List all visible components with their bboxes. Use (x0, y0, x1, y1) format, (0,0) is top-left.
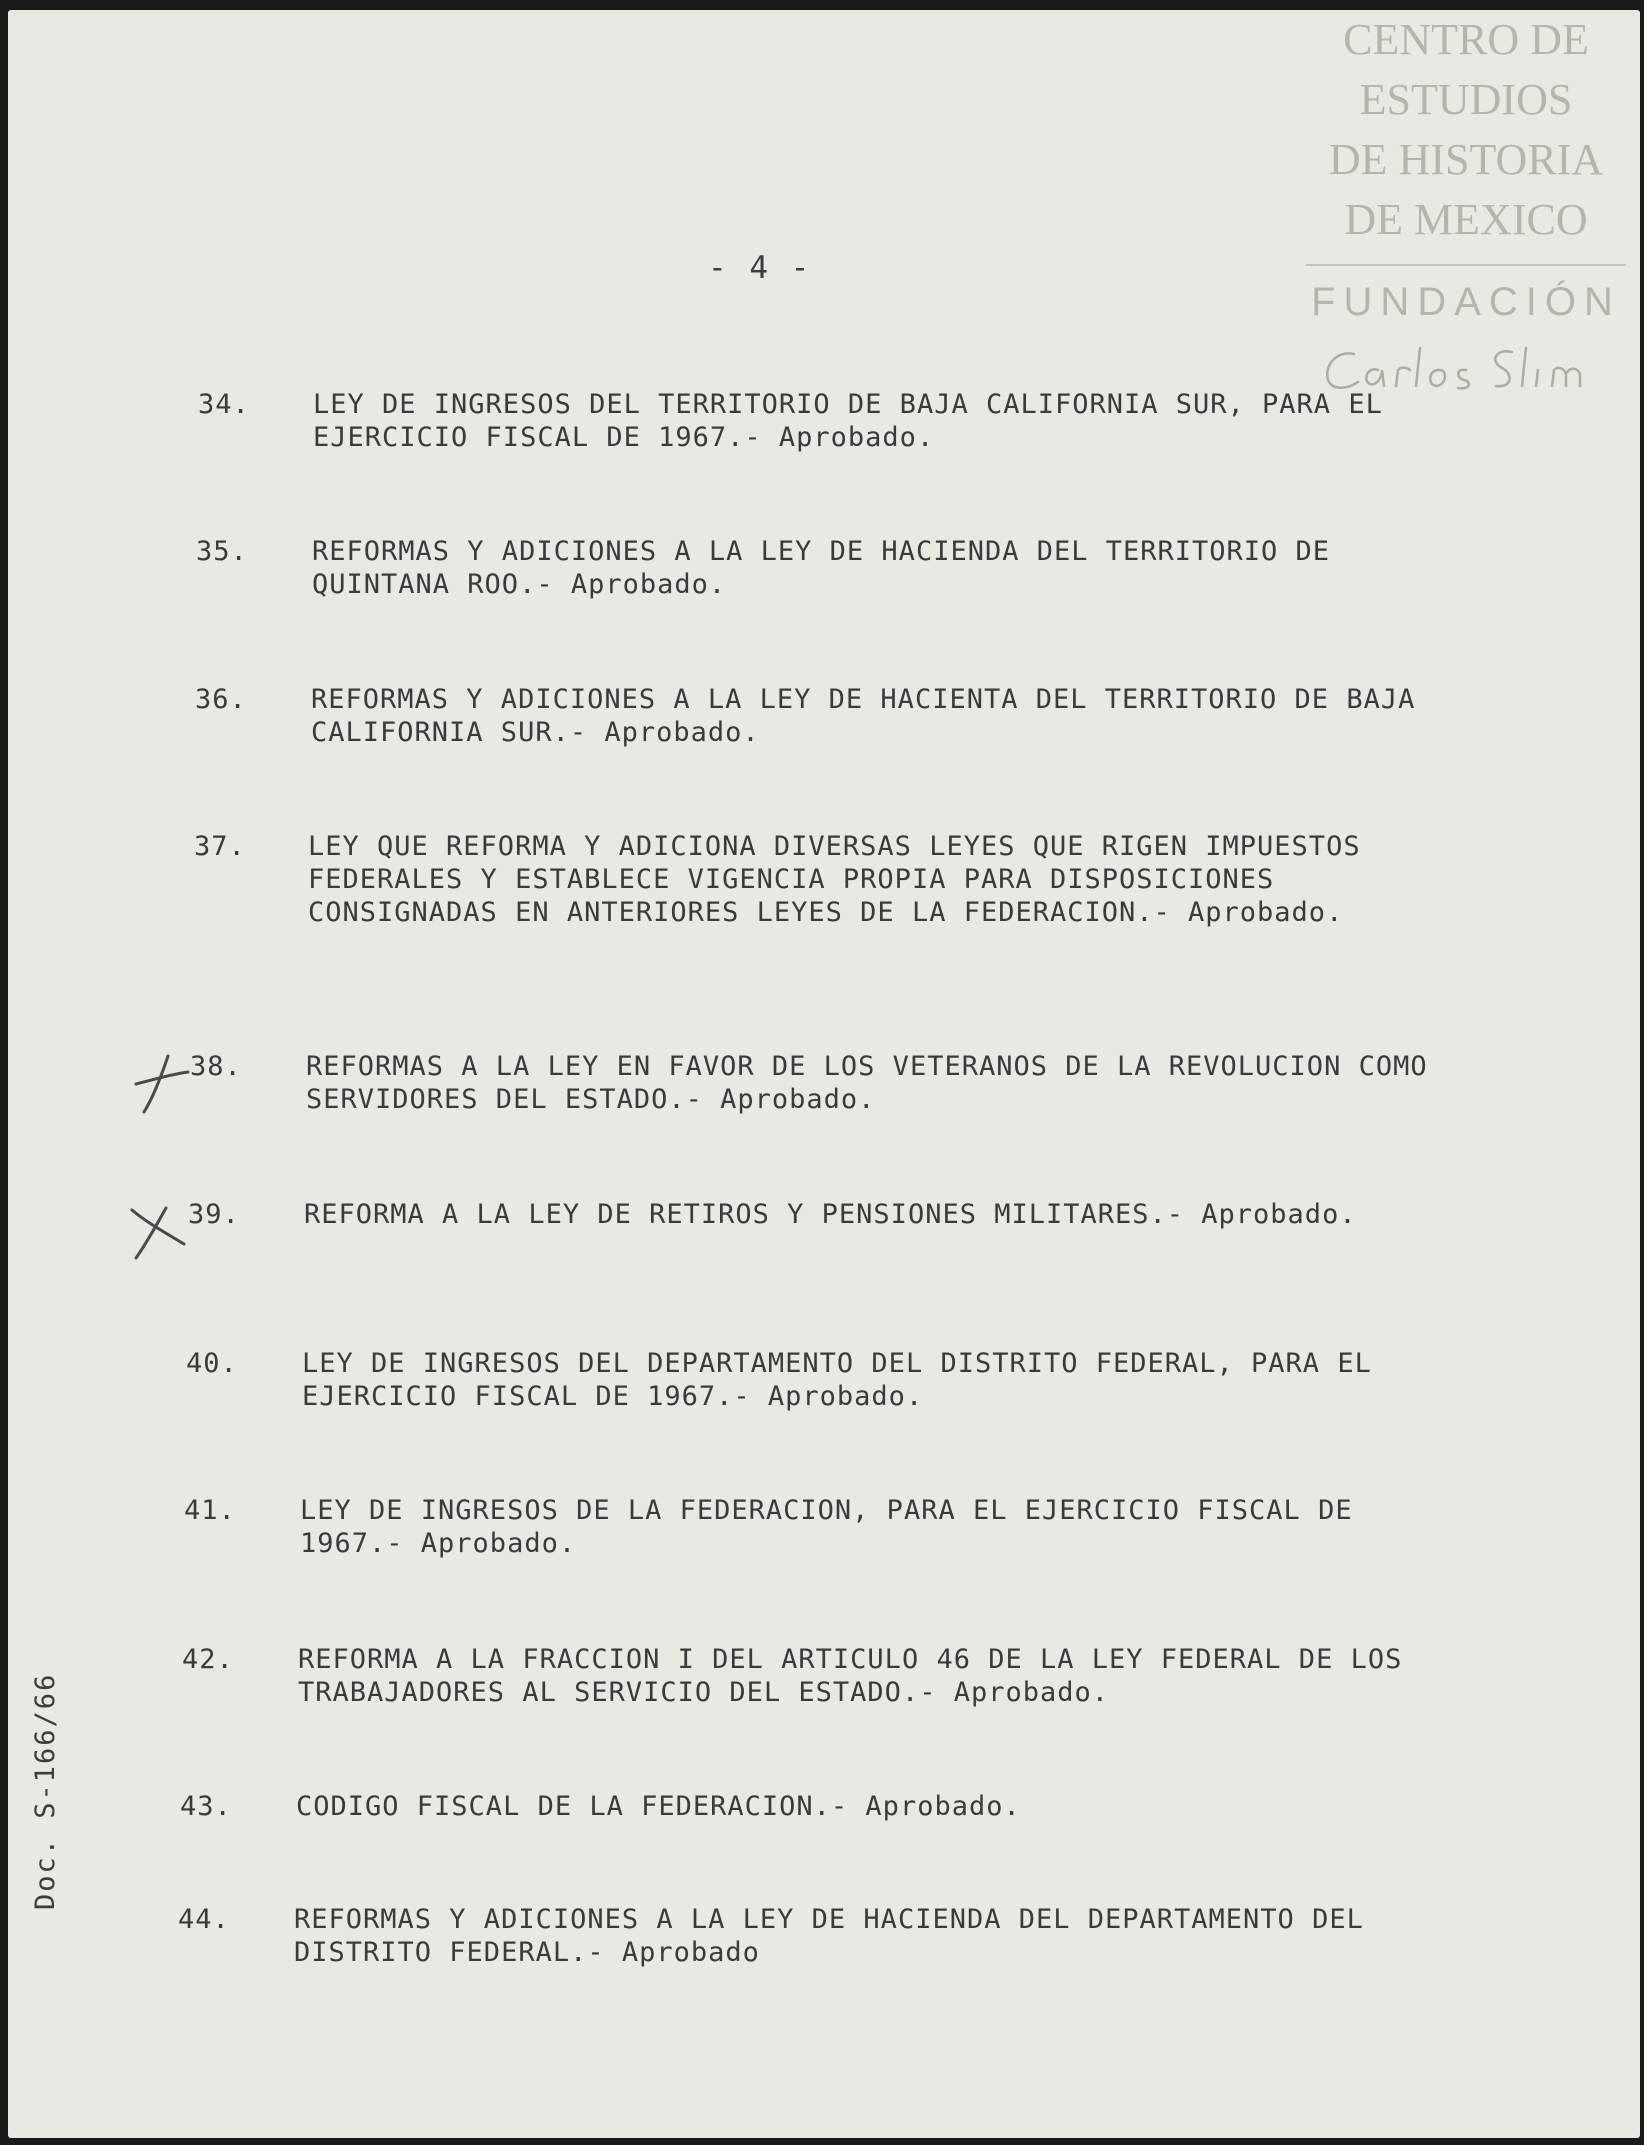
item-text: REFORMAS A LA LEY EN FAVOR DE LOS VETERANOS DE LA REVOLUCION COMO SERVIDORES DEL ESTADO.- Aprobado. (306, 1051, 1428, 1115)
item-number: 41. (184, 1495, 236, 1526)
item-number: 37. (194, 831, 246, 862)
stamp-line-1: CENTRO DE (1343, 15, 1589, 64)
item-number: 36. (195, 684, 247, 715)
stamp-line-4: DE MEXICO (1344, 195, 1588, 244)
document-reference: Doc. S-166/66 (30, 1672, 61, 1910)
archive-stamp (1306, 10, 1626, 400)
stamp-divider (1306, 264, 1626, 266)
item-text: LEY DE INGRESOS DE LA FEDERACION, PARA EL EJERCICIO FISCAL DE 1967.- Aprobado. (300, 1495, 1353, 1559)
item-text: LEY DE INGRESOS DEL DEPARTAMENTO DEL DISTRITO FEDERAL, PARA EL EJERCICIO FISCAL DE 1967.- Aprobado. (302, 1348, 1372, 1412)
document-page (8, 10, 1640, 2138)
item-text: REFORMA A LA LEY DE RETIROS Y PENSIONES MILITARES.- Aprobado. (304, 1199, 1357, 1230)
item-number: 34. (198, 389, 250, 420)
item-number: 40. (186, 1348, 238, 1379)
item-number: 38. (190, 1051, 242, 1082)
item-number: 44. (178, 1904, 230, 1935)
item-text: LEY DE INGRESOS DEL TERRITORIO DE BAJA CALIFORNIA SUR, PARA EL EJERCICIO FISCAL DE 1967.- Aprobado. (313, 389, 1383, 453)
item-number: 42. (182, 1644, 234, 1675)
item-number: 35. (196, 536, 248, 567)
item-text: CODIGO FISCAL DE LA FEDERACION.- Aprobado. (296, 1791, 1021, 1822)
item-text: REFORMAS Y ADICIONES A LA LEY DE HACIENDA DEL DEPARTAMENTO DEL DISTRITO FEDERAL.- Aprobado (294, 1904, 1364, 1968)
item-text: LEY QUE REFORMA Y ADICIONA DIVERSAS LEYES QUE RIGEN IMPUESTOS FEDERALES Y ESTABLECE VIGENCIA PROPIA PARA DISPOSICIONES CONSIGNADAS EN ANTERIORES LEYES DE LA FEDERACION.- Aprobado. (308, 831, 1361, 928)
item-text: REFORMAS Y ADICIONES A LA LEY DE HACIENDA DEL TERRITORIO DE QUINTANA ROO.- Aprobado. (312, 536, 1331, 600)
item-text: REFORMA A LA FRACCION I DEL ARTICULO 46 DE LA LEY FEDERAL DE LOS TRABAJADORES AL SERVICIO DEL ESTADO.- Aprobado. (298, 1644, 1403, 1708)
item-number: 43. (180, 1791, 232, 1822)
x-mark-icon (128, 1050, 198, 1120)
stamp-fundacion: FUNDACIÓN (1311, 280, 1621, 324)
page-number: - 4 - (708, 250, 812, 286)
x-mark-icon (126, 1200, 196, 1270)
stamp-line-2: ESTUDIOS (1359, 75, 1573, 124)
item-number: 39. (188, 1199, 240, 1230)
item-text: REFORMAS Y ADICIONES A LA LEY DE HACIENTA DEL TERRITORIO DE BAJA CALIFORNIA SUR.- Aprobado. (311, 684, 1416, 748)
stamp-line-3: DE HISTORIA (1328, 135, 1604, 184)
